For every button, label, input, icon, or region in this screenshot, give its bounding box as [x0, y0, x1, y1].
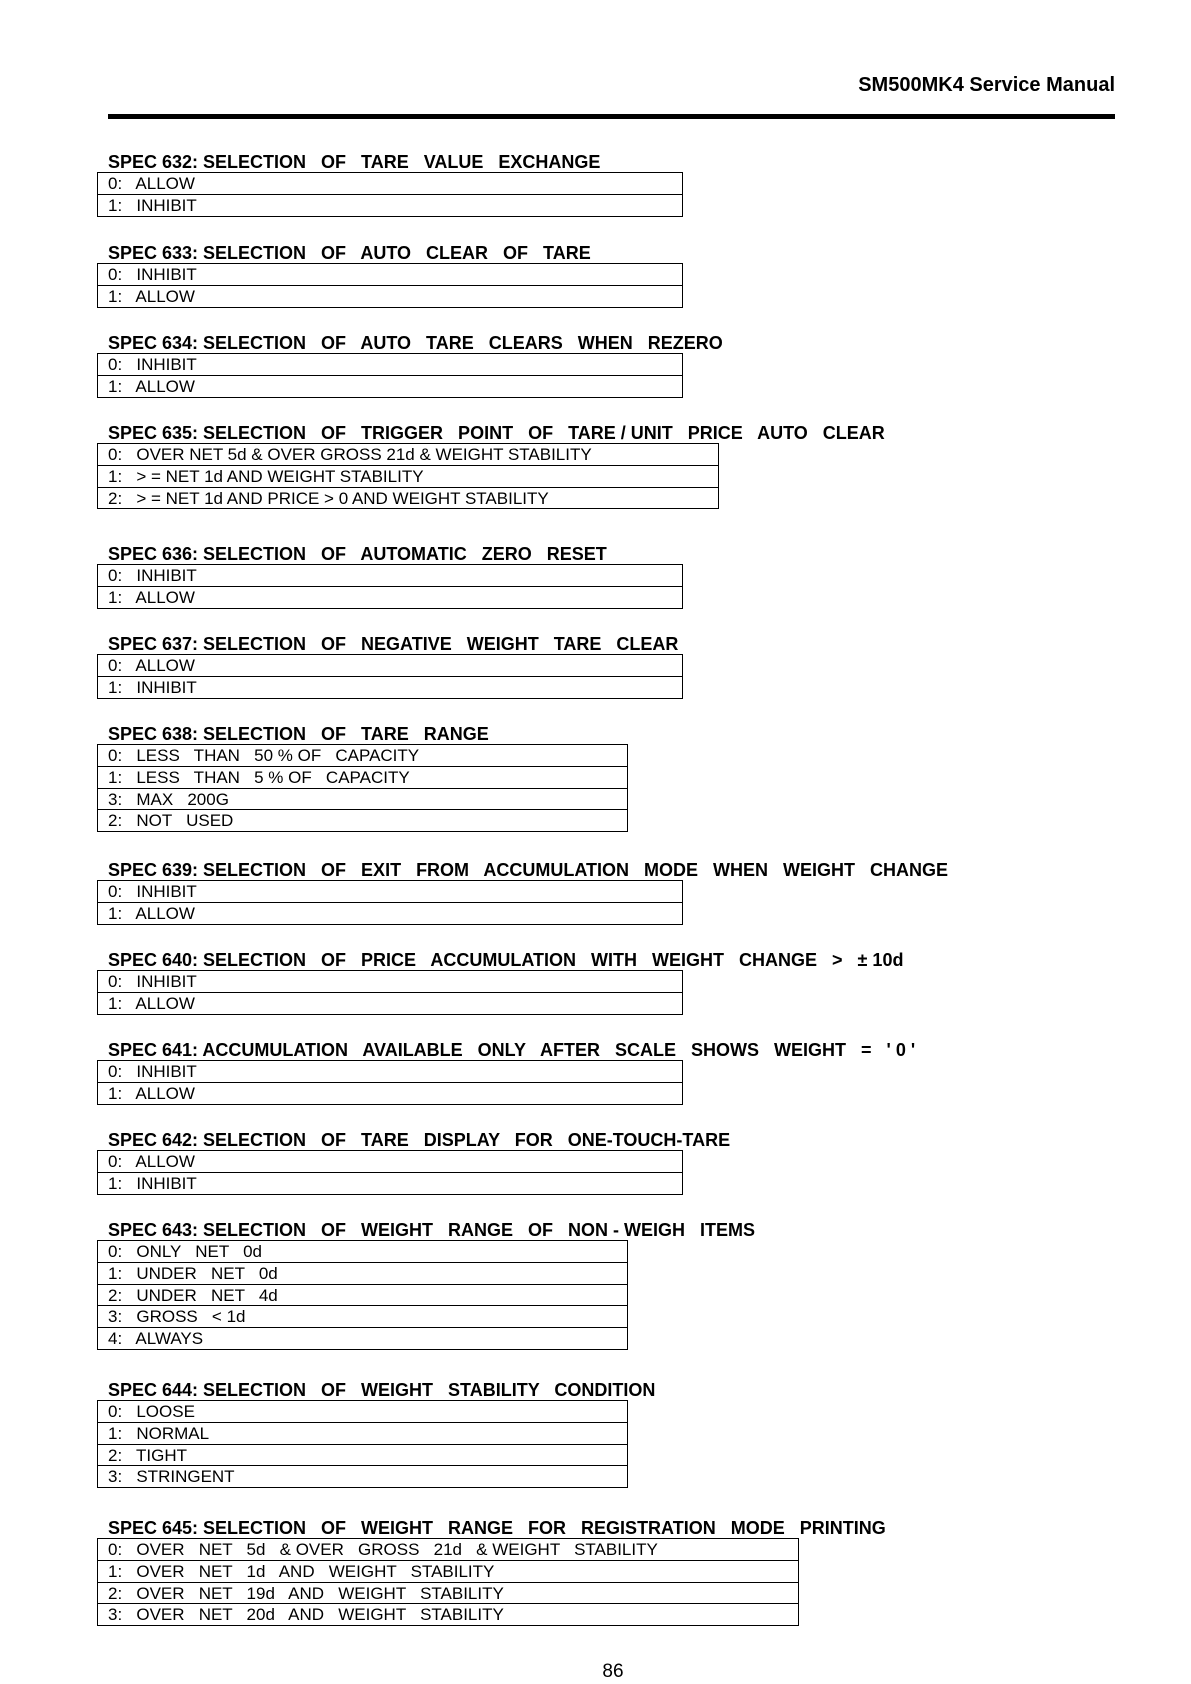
spec-option-row: 3: MAX 200G: [98, 789, 627, 811]
spec-title: SPEC 633: SELECTION OF AUTO CLEAR OF TARE: [108, 243, 591, 263]
spec-title: SPEC 635: SELECTION OF TRIGGER POINT OF TARE / UNIT PRICE AUTO CLEAR: [108, 423, 885, 443]
spec-option-row: 1: INHIBIT: [98, 677, 682, 699]
spec-option-row: 2: TIGHT: [98, 1445, 627, 1467]
spec-options-table: [97, 1400, 628, 1488]
spec-option-row: 1: ALLOW: [98, 587, 682, 609]
spec-option-row: 0: INHIBIT: [98, 264, 682, 286]
spec-options-table: [97, 1150, 683, 1195]
spec-option-row: 0: LOOSE: [98, 1401, 627, 1423]
spec-option-row: 1: INHIBIT: [98, 195, 682, 217]
spec-option-row: 0: LESS THAN 50 % OF CAPACITY: [98, 745, 627, 767]
spec-option-row: 0: INHIBIT: [98, 354, 682, 376]
spec-options-table: [97, 443, 719, 509]
spec-option-row: 0: ALLOW: [98, 1151, 682, 1173]
spec-option-row: 2: UNDER NET 4d: [98, 1285, 627, 1307]
spec-option-row: 2: NOT USED: [98, 810, 627, 832]
spec-options-table: [97, 172, 683, 217]
spec-options-table: [97, 1060, 683, 1105]
spec-option-row: 4: ALWAYS: [98, 1328, 627, 1350]
spec-option-row: 0: INHIBIT: [98, 971, 682, 993]
spec-option-row: 0: ONLY NET 0d: [98, 1241, 627, 1263]
spec-title: SPEC 643: SELECTION OF WEIGHT RANGE OF NON - WEIGH ITEMS: [108, 1220, 756, 1240]
spec-option-row: 0: ALLOW: [98, 655, 682, 677]
spec-option-row: 1: LESS THAN 5 % OF CAPACITY: [98, 767, 627, 789]
spec-options-table: [97, 970, 683, 1015]
spec-option-row: 0: INHIBIT: [98, 565, 682, 587]
spec-option-row: 2: > = NET 1d AND PRICE > 0 AND WEIGHT STABILITY: [98, 488, 718, 510]
spec-title: SPEC 642: SELECTION OF TARE DISPLAY FOR ONE-TOUCH-TARE: [108, 1130, 731, 1150]
spec-title: SPEC 636: SELECTION OF AUTOMATIC ZERO RESET: [108, 544, 607, 564]
spec-option-row: 3: OVER NET 20d AND WEIGHT STABILITY: [98, 1604, 798, 1626]
spec-option-row: 0: ALLOW: [98, 173, 682, 195]
spec-title: SPEC 640: SELECTION OF PRICE ACCUMULATION WITH WEIGHT CHANGE > ± 10d: [108, 950, 904, 970]
spec-options-table: [97, 263, 683, 308]
page-number: 86: [602, 1661, 624, 1682]
spec-option-row: 3: STRINGENT: [98, 1466, 627, 1488]
spec-title: SPEC 632: SELECTION OF TARE VALUE EXCHANGE: [108, 152, 601, 172]
spec-options-table: [97, 1538, 799, 1626]
spec-title: SPEC 637: SELECTION OF NEGATIVE WEIGHT TARE CLEAR: [108, 634, 679, 654]
spec-option-row: 0: OVER NET 5d & OVER GROSS 21d & WEIGHT STABILITY: [98, 444, 718, 466]
spec-title: SPEC 634: SELECTION OF AUTO TARE CLEARS WHEN REZERO: [108, 333, 723, 353]
spec-options-table: [97, 353, 683, 398]
header-divider: [108, 114, 1115, 119]
spec-option-row: 1: ALLOW: [98, 993, 682, 1015]
spec-options-table: [97, 654, 683, 699]
spec-option-row: 0: INHIBIT: [98, 1061, 682, 1083]
spec-option-row: 0: OVER NET 5d & OVER GROSS 21d & WEIGHT STABILITY: [98, 1539, 798, 1561]
spec-title: SPEC 645: SELECTION OF WEIGHT RANGE FOR REGISTRATION MODE PRINTING: [108, 1518, 886, 1538]
spec-option-row: 1: ALLOW: [98, 286, 682, 308]
page-header-title: SM500MK4 Service Manual: [858, 74, 1115, 96]
spec-option-row: 1: ALLOW: [98, 903, 682, 925]
spec-option-row: 1: ALLOW: [98, 376, 682, 398]
spec-option-row: 1: ALLOW: [98, 1083, 682, 1105]
spec-option-row: 1: INHIBIT: [98, 1173, 682, 1195]
spec-options-table: [97, 564, 683, 609]
spec-options-table: [97, 880, 683, 925]
spec-title: SPEC 644: SELECTION OF WEIGHT STABILITY CONDITION: [108, 1380, 656, 1400]
spec-option-row: 0: INHIBIT: [98, 881, 682, 903]
spec-options-table: [97, 1240, 628, 1350]
spec-option-row: 1: OVER NET 1d AND WEIGHT STABILITY: [98, 1561, 798, 1583]
spec-option-row: 2: OVER NET 19d AND WEIGHT STABILITY: [98, 1583, 798, 1605]
spec-option-row: 3: GROSS < 1d: [98, 1306, 627, 1328]
spec-option-row: 1: NORMAL: [98, 1423, 627, 1445]
spec-title: SPEC 641: ACCUMULATION AVAILABLE ONLY AFTER SCALE SHOWS WEIGHT = ' 0 ': [108, 1040, 916, 1060]
spec-options-table: [97, 744, 628, 832]
spec-option-row: 1: > = NET 1d AND WEIGHT STABILITY: [98, 466, 718, 488]
spec-option-row: 1: UNDER NET 0d: [98, 1263, 627, 1285]
spec-title: SPEC 638: SELECTION OF TARE RANGE: [108, 724, 489, 744]
spec-title: SPEC 639: SELECTION OF EXIT FROM ACCUMULATION MODE WHEN WEIGHT CHANGE: [108, 860, 949, 880]
